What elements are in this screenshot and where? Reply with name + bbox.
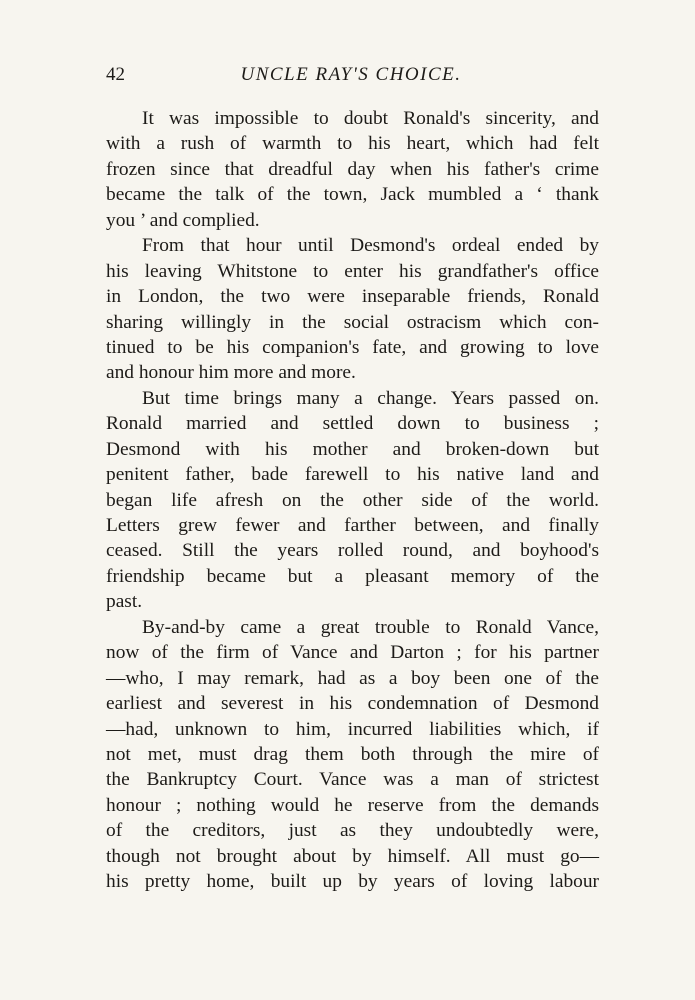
page-number: 42 xyxy=(106,64,125,85)
text-line: frozen since that dreadful day when his father's crime xyxy=(106,158,599,180)
text-line: now of the firm of Vance and Darton ; for his partner xyxy=(106,642,599,664)
text-line: earliest and severest in his condemnation of Desmond xyxy=(106,693,599,715)
text-line: though not brought about by himself. All must go— xyxy=(106,845,599,867)
text-line: penitent father, bade farewell to his native land and xyxy=(106,464,599,486)
running-title: UNCLE RAY'S CHOICE. xyxy=(240,64,462,85)
text-line: ceased. Still the years rolled round, and boyhood's xyxy=(106,540,599,562)
text-line: honour ; nothing would he reserve from the demands xyxy=(106,794,599,816)
text-line: By-and-by came a great trouble to Ronald Vance, xyxy=(142,616,599,638)
text-line: of the creditors, just as they undoubtedly were, xyxy=(106,820,599,842)
text-line: you ’ and complied. xyxy=(106,209,260,231)
text-line: Ronald married and settled down to business ; xyxy=(106,413,599,435)
text-line: with a rush of warmth to his heart, which had felt xyxy=(106,133,599,155)
body-text xyxy=(106,106,599,895)
text-line: in London, the two were inseparable friends, Ronald xyxy=(106,286,599,308)
text-line: his leaving Whitstone to enter his grandfather's office xyxy=(106,260,599,282)
text-line: sharing willingly in the social ostracism which con- xyxy=(106,311,599,333)
text-line: But time brings many a change. Years passed on. xyxy=(142,387,599,409)
text-line: —who, I may remark, had as a boy been one of the xyxy=(106,667,599,689)
text-line: the Bankruptcy Court. Vance was a man of strictest xyxy=(106,769,599,791)
text-line: began life afresh on the other side of the world. xyxy=(106,489,599,511)
text-line: past. xyxy=(106,591,143,613)
text-line: From that hour until Desmond's ordeal ended by xyxy=(142,235,599,257)
text-line: became the talk of the town, Jack mumbled a ‘ thank xyxy=(106,184,599,206)
text-line: It was impossible to doubt Ronald's sincerity, and xyxy=(142,108,599,129)
text-line: not met, must drag them both through the mire of xyxy=(106,743,599,765)
text-line: Letters grew fewer and farther between, and finally xyxy=(106,515,599,536)
text-line: —had, unknown to him, incurred liabilities which, if xyxy=(106,718,599,740)
page-header xyxy=(106,64,596,94)
text-line: and honour him more and more. xyxy=(106,362,356,384)
text-line: Desmond with his mother and broken-down but xyxy=(106,438,599,460)
text-line: tinued to be his companion's fate, and growing to love xyxy=(106,336,599,358)
text-line: his pretty home, built up by years of loving labour xyxy=(106,871,599,893)
text-line: friendship became but a pleasant memory of the xyxy=(106,565,599,587)
